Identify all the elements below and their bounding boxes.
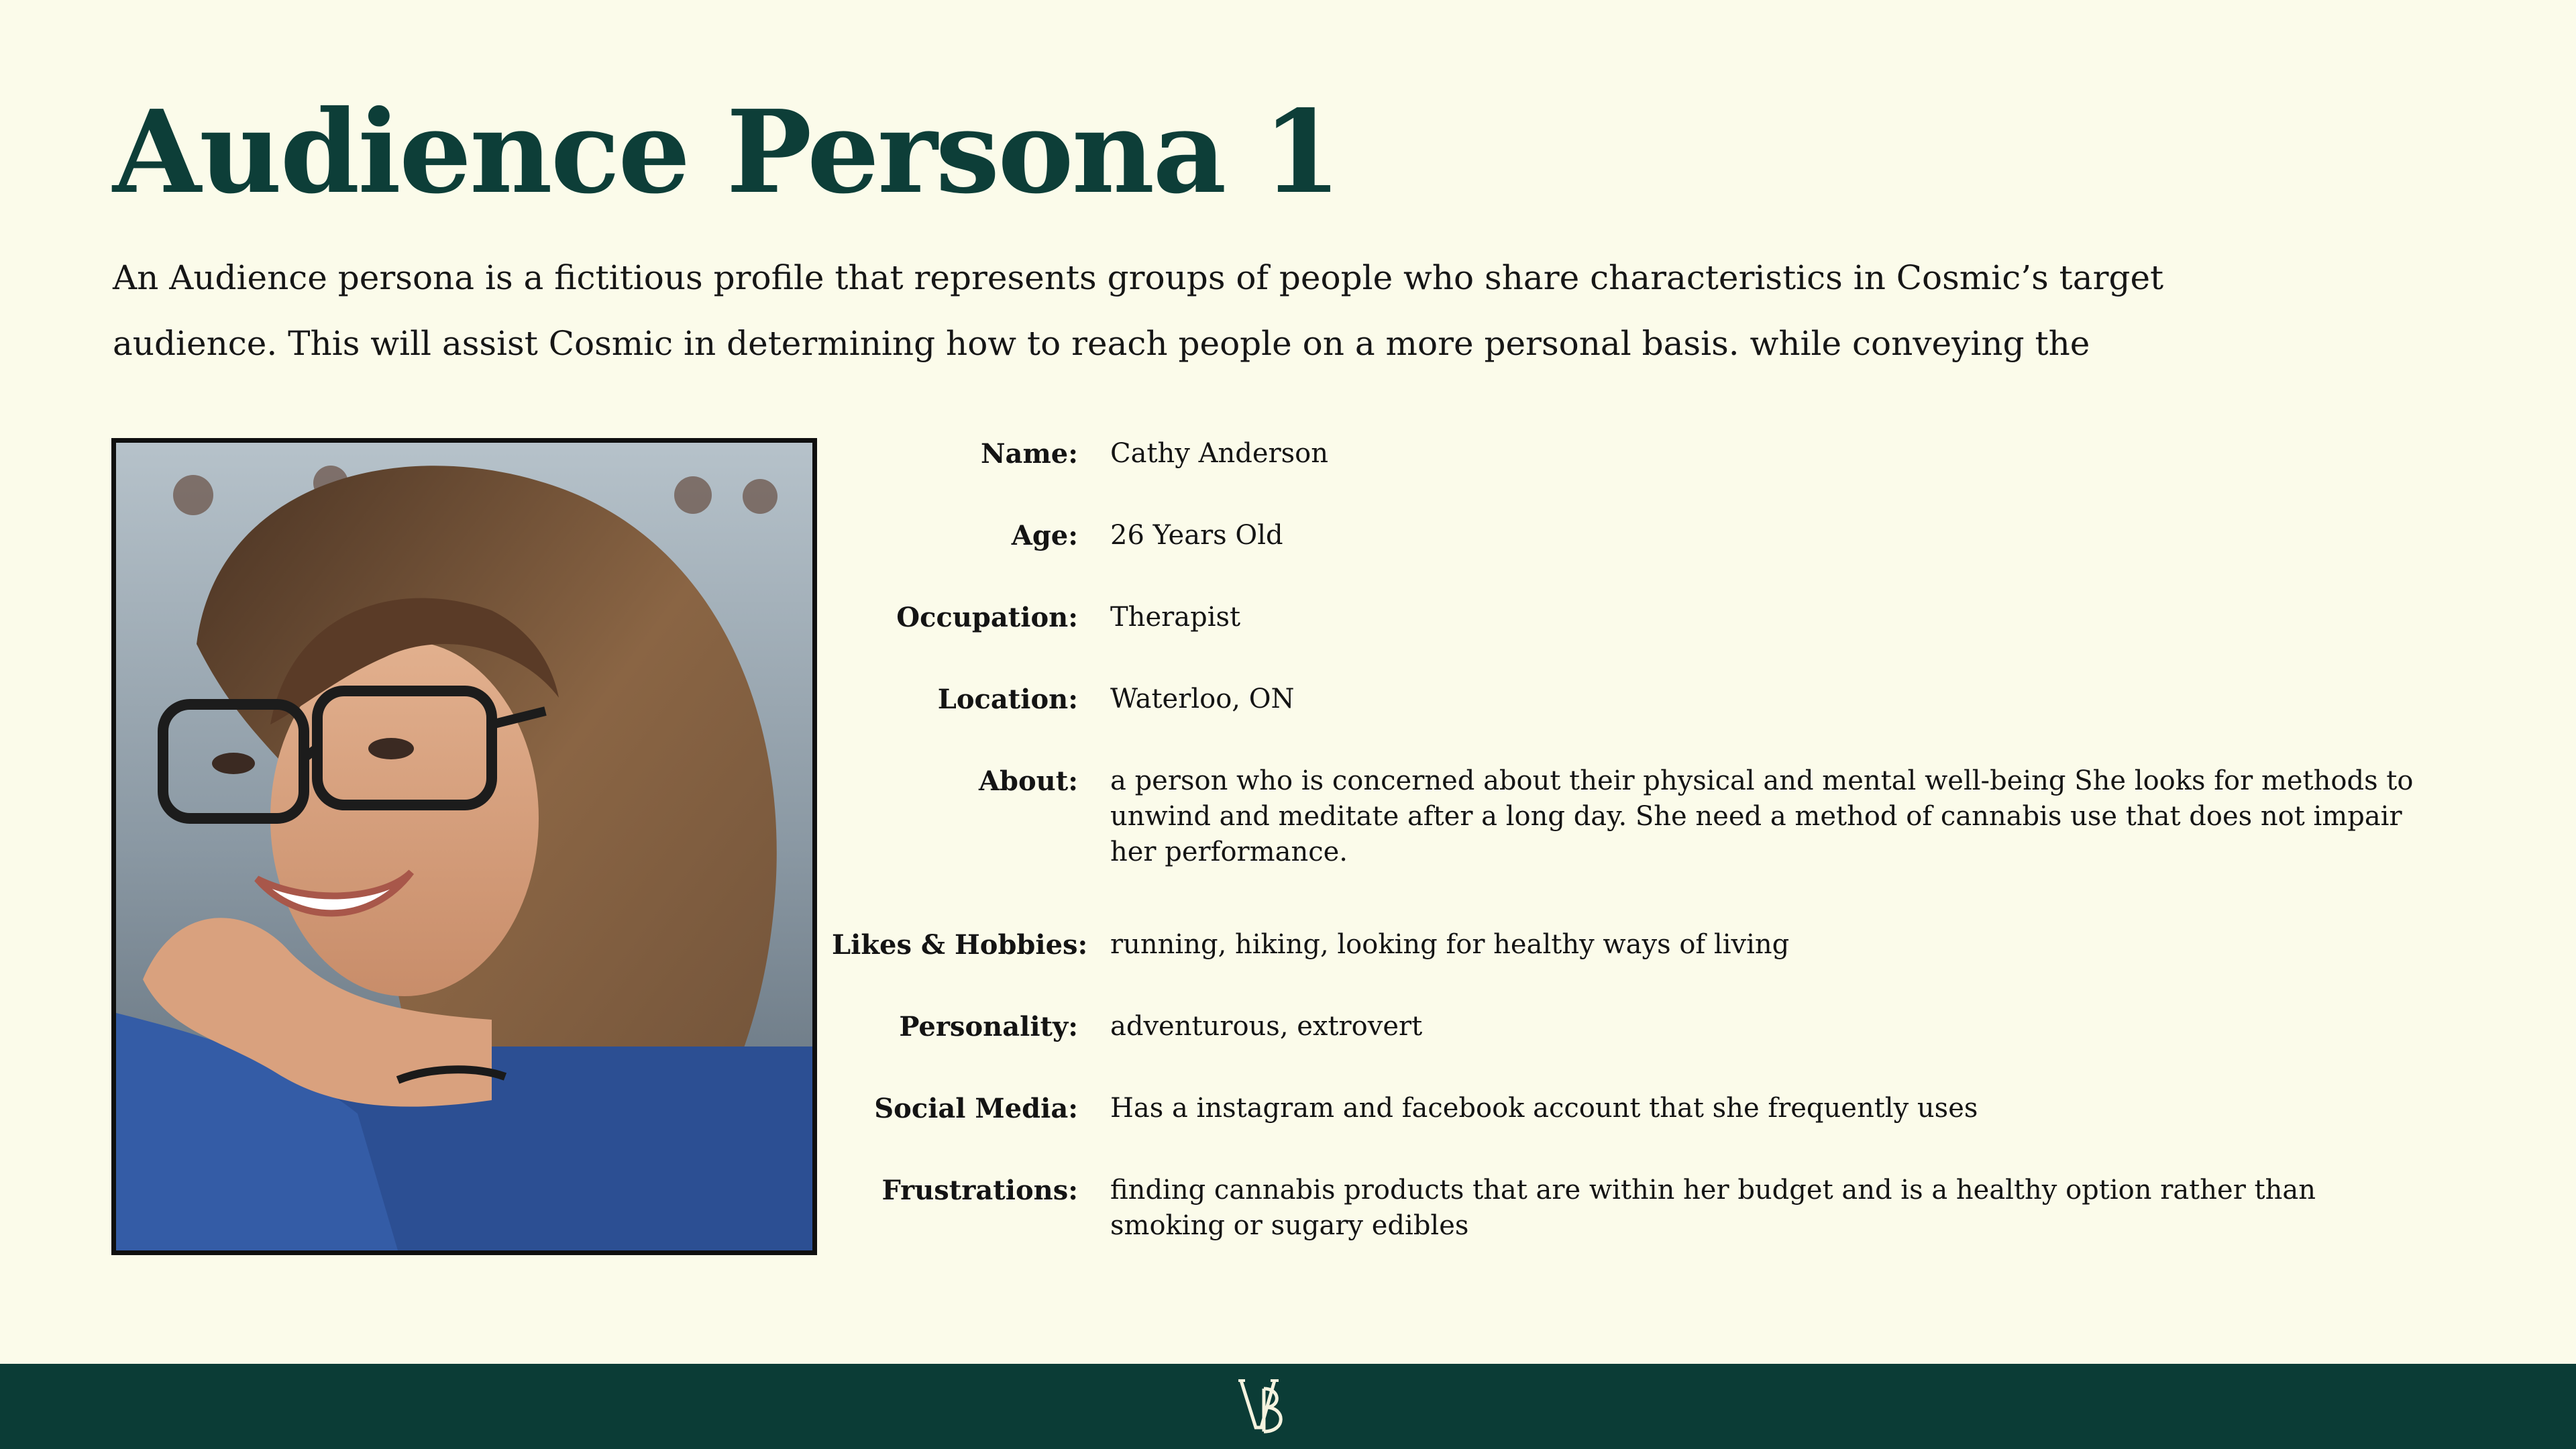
detail-row-age: [832, 518, 2442, 600]
detail-value-personality: adventurous, extrovert: [1110, 1011, 1423, 1042]
detail-row-social-media: [832, 1091, 2442, 1173]
detail-label-frustrations: Frustrations:: [881, 1175, 1078, 1206]
detail-row-occupation: [832, 600, 2442, 682]
page-title: Audience Persona 1: [113, 85, 1340, 219]
detail-value-name: Cathy Anderson: [1110, 438, 1329, 469]
detail-label-likes-hobbies: Likes & Hobbies:: [832, 929, 1088, 961]
detail-label-about: About:: [978, 765, 1078, 797]
detail-row-location: [832, 682, 2442, 763]
detail-value-frustrations: finding cannabis products that are within her budget and is a healthy option rather than smoking or sugary edibles: [1110, 1175, 2316, 1241]
detail-value-about: a person who is concerned about their physical and mental well-being She looks for methods to unwind and meditate after a long day. She need a method of cannabis use that does not impair her performance.: [1110, 765, 2414, 867]
intro-paragraph: An Audience persona is a fictitious profile that represents groups of people who share characteristics in Cosmic’s target audience. This will assist Cosmic in determining how to reach people on a more personal basis. while conveying the: [113, 258, 2164, 363]
detail-label-name: Name:: [980, 438, 1078, 470]
brand-logo-icon: [1234, 1374, 1295, 1438]
detail-label-personality: Personality:: [899, 1011, 1078, 1042]
persona-details: [832, 436, 2442, 1254]
detail-row-about: [832, 763, 2442, 927]
persona-photo: [111, 438, 817, 1255]
detail-value-occupation: Therapist: [1110, 602, 1241, 633]
detail-row-personality: [832, 1009, 2442, 1091]
footer-bar: [0, 1364, 2576, 1449]
detail-row-name: [832, 436, 2442, 518]
detail-value-location: Waterloo, ON: [1110, 684, 1295, 714]
detail-value-age: 26 Years Old: [1110, 520, 1283, 551]
detail-label-location: Location:: [937, 684, 1078, 715]
detail-label-age: Age:: [1011, 520, 1078, 551]
detail-label-social-media: Social Media:: [874, 1093, 1078, 1124]
detail-row-frustrations: [832, 1173, 2442, 1254]
persona-photo-illustration: [116, 443, 812, 1250]
detail-value-likes-hobbies: running, hiking, looking for healthy ways of living: [1110, 929, 1790, 960]
detail-row-likes-hobbies: [832, 927, 2442, 1009]
detail-label-occupation: Occupation:: [896, 602, 1078, 633]
detail-value-social-media: Has a instagram and facebook account that she frequently uses: [1110, 1093, 1978, 1124]
